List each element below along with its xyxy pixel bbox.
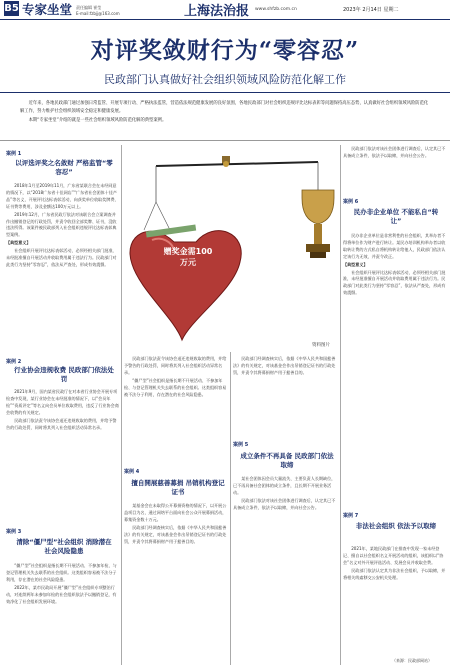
significance-label: 【典型意义】 bbox=[6, 240, 31, 246]
case-title: 民办非企业单位 不能私自“转让” bbox=[353, 208, 439, 225]
case-label: 案例 7 bbox=[343, 513, 359, 519]
body-paragraph: 民政部门依法对该社会团体进行调查后，认定其已不具备成立条件，依法予以取缔，并向社会公告。 bbox=[343, 146, 446, 158]
case-label: 案例 1 bbox=[6, 151, 22, 157]
column-divider bbox=[230, 352, 231, 665]
source-note: （来源：民政部网站） bbox=[392, 658, 432, 663]
illustration bbox=[122, 150, 335, 347]
body-paragraph: 2021年，某地民政部门在排查中发现一家未经登记、擅自以社会组织名义开展活动的组织，该组织以“协会”名义对外开展评选活动、发展会员并收取会费。 bbox=[343, 546, 444, 565]
case-body bbox=[6, 389, 119, 522]
case-label: 案例 5 bbox=[233, 442, 249, 448]
email-line: E-mail:fzbjj@163.com bbox=[76, 11, 120, 16]
case-label: 案例 3 bbox=[6, 529, 22, 535]
body-paragraph: 2019年12月，广东省民政厅依法对该联合会立案调查并作出撤销登记的行政处罚，并责令收回全部奖牌、证书，没收违法所得。该案件被民政部列入社会组织违规评比达标表彰典型案例。 bbox=[6, 211, 117, 238]
case-body bbox=[124, 503, 228, 663]
editor-line: 责任编辑 崔莹 bbox=[76, 5, 102, 10]
body-paragraph: “僵尸型”社会组织是指长期不开展活动、不参加年检、与登记管理机关失去联系的社会组织。这类组织容易被不法分子利用，存在潜在的社会风险隐患。 bbox=[124, 377, 227, 397]
body-paragraph: 民办非企业单位是非营利性的社会组织，其举办者不得将单位作为财产进行转让。某民办培训机构举办者以收取转让费的方式私自将机构转让给他人，民政部门依法认定该行为无效，并责令改正。 bbox=[343, 233, 446, 259]
case-title: 擅自開展慈善募捐 吊销机构登记证书 bbox=[131, 479, 225, 496]
image-credit: 资料图片 bbox=[312, 343, 330, 348]
body-paragraph: 2022年，某市民政局开展“僵尸型”社会组织专项整治行动，对连续两年未参加年检的社会组织依法予以撤销登记，有效净化了社会组织发展环境。 bbox=[6, 584, 117, 604]
headline-rule bbox=[0, 92, 450, 93]
body-paragraph: 2021年9月，国内某省民政厅在对本省行业协会开展专项检查中发现，某行业协会在未经批准的情况下，以“会员年检”“资质评定”等名义向会员单位收取费用，违反了行业协会商会收费的有关规定。 bbox=[6, 389, 119, 415]
case-body bbox=[343, 233, 446, 453]
article-subhead: 民政部门认真做好社会组织领域风险防范化解工作 bbox=[104, 73, 346, 86]
column-divider bbox=[340, 145, 341, 665]
trophy-icon bbox=[302, 190, 334, 258]
body-paragraph: 民政部门经调查核实后，依据《中华人民共和国慈善法》的有关规定，对该基金会作出吊销登记证书的行政处罚，并责令其将募捐财产用于慈善目的。 bbox=[124, 524, 227, 544]
case-label: 案例 2 bbox=[6, 359, 22, 365]
body-paragraph: 民政部门依法责令该协会退还违规收取的费用，并给予警告的行政处罚，同时将其列入社会组织活动异常名录。 bbox=[6, 417, 117, 430]
body-paragraph: 社会组织开展评比达标表彰活动，必须经相关部门批准，未经批准擅自开展活动并收取费用属于违法行为。民政部门对此类行为坚持“零容忍”，依法从严查处，形成有效震慑。 bbox=[6, 248, 117, 267]
page-header bbox=[0, 0, 450, 20]
body-paragraph: 某社会团体因会员大量流失、主要负责人长期缺位，已不再具备社会团体的成立条件，且长期不开展业务活动。 bbox=[233, 476, 336, 495]
case-body bbox=[6, 183, 119, 353]
intro-rule bbox=[0, 140, 450, 141]
case-title: 成立条件不再具备 民政部门依法取缔 bbox=[240, 452, 334, 469]
scale-illustration bbox=[122, 150, 335, 347]
case-title: 非法社会组织 依法予以取缔 bbox=[355, 522, 437, 530]
significance-label: 【典型意义】 bbox=[343, 261, 368, 267]
body-paragraph: 2018年1月至2019年11月，广东省某联合会在未经同意的情况下，以“2018广东省十佳网店”“广东省社会团体十佳产品”等名义，开展评比达标表彰活动，向获奖单位收取奖牌费、证书费等费用，涉及金额达100万元以上。 bbox=[6, 183, 119, 209]
body-paragraph: 民政部门依法责令该协会退还违规收取的费用，并给予警告的行政处罚，同时将其列入社会组织活动异常名录。 bbox=[124, 356, 227, 375]
body-paragraph: 民政部门依法对该社会团体进行调查后，认定其已不具备成立条件，依法予以取缔，并向社会公告。 bbox=[233, 497, 336, 510]
body-paragraph: 民政部门经调查核实后，依据《中华人民共和国慈善法》的有关规定，对该基金会作出吊销登记证书的行政处罚，并责令其将募捐财产用于慈善目的。 bbox=[233, 356, 336, 375]
case-title: 行业协会违规收费 民政部门依法处罚 bbox=[14, 366, 114, 383]
article-intro bbox=[20, 100, 432, 125]
case-body bbox=[233, 356, 339, 436]
body-paragraph: 某基金会在未取得公开募捐资格的情况下，以开展公益项目为名，通过网络平台面向社会公众开展募捐活动，募集资金数十万元。 bbox=[124, 503, 227, 522]
body-paragraph: 社会组织开展评比达标表彰活动，必须经相关部门批准，未经批准擅自开展活动并收取费用属于违法行为。民政部门对此类行为坚持“零容忍”，依法从严查处，形成有效震慑。 bbox=[343, 269, 446, 296]
case-body bbox=[124, 356, 228, 464]
body-paragraph: 民政部门依法认定其为非法社会组织，予以取缔，并将相关线索移交公安机关处理。 bbox=[343, 567, 446, 580]
case-body bbox=[343, 546, 446, 654]
case-label: 案例 6 bbox=[343, 199, 359, 205]
intro-paragraph: 近年来，各地民政部门通过加强日常监管、开展专项行动、严格执法监管，营造依法规范健康发展的良好氛围，各地民政部门对社会组织违规评比达标表彰等问题保持高压态势，认真做好社会组织领域风险防范化解工作，努力维护社会组织领域安全稳定和健康发展。 bbox=[20, 101, 429, 115]
issue-date: 2023年 2月14日 星期二 bbox=[343, 7, 399, 13]
article-headline: 对评奖敛财行为“零容忍” bbox=[90, 37, 360, 64]
case-title: 以评选评奖之名敛财 严格监管“零容忍” bbox=[15, 159, 113, 176]
case-body bbox=[6, 563, 119, 663]
page-number: B5 bbox=[4, 3, 19, 14]
body-paragraph: “僵尸型”社会组织是指长期不开展活动、不参加年检、与登记管理机关失去联系的社会组织。这类组织容易被不法分子利用，存在潜在的社会风险隐患。 bbox=[6, 563, 117, 582]
heart-tag-text: 赠奖金需100万元 bbox=[163, 247, 213, 267]
case-body bbox=[233, 476, 339, 663]
masthead-site: www.shfzb.com.cn bbox=[255, 7, 297, 12]
masthead: 上海法治报 bbox=[184, 4, 250, 19]
case-label: 案例 4 bbox=[124, 469, 140, 475]
case-body bbox=[343, 146, 446, 196]
case-title: 清除“僵尸型”社会组织 消除潜在社会风险隐患 bbox=[16, 538, 112, 555]
intro-paragraph: 本期“专家坐堂”介绍的就是一些社会组织领域风险防范化解的典型案例。 bbox=[28, 117, 167, 123]
section-title: 专家坐堂 bbox=[22, 2, 73, 17]
